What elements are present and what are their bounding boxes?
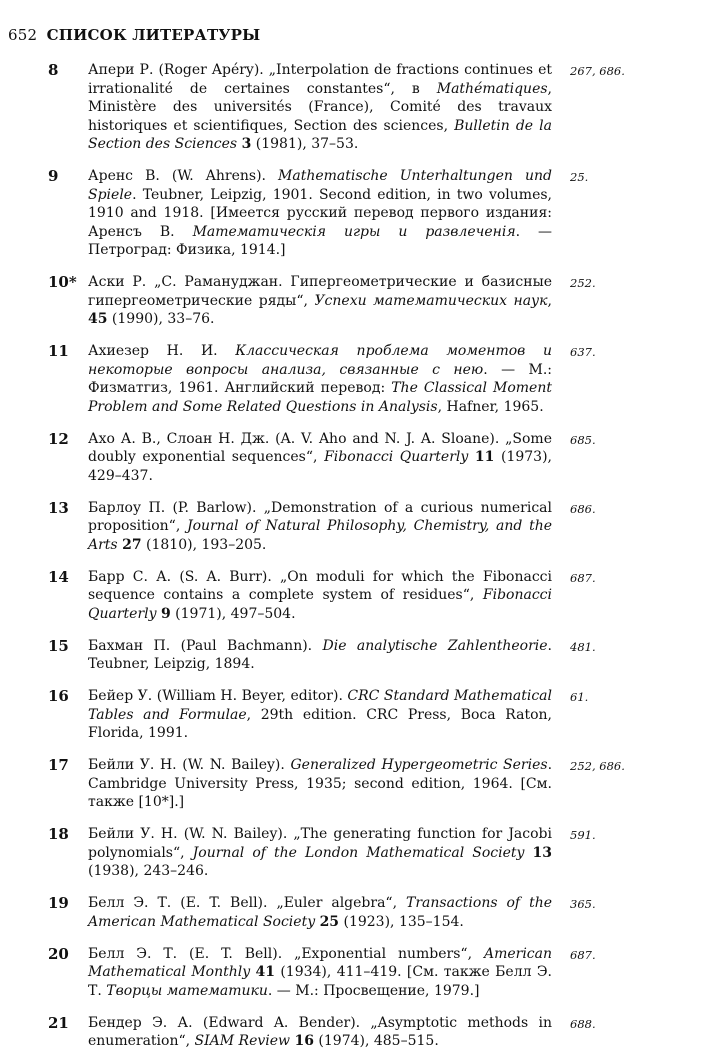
italic-segment: Успехи математических наук bbox=[314, 292, 548, 309]
bold-segment: 3 bbox=[241, 136, 252, 152]
bibliography-entry bbox=[48, 1014, 640, 1051]
entry-text bbox=[88, 61, 552, 154]
entry-number: 18 bbox=[48, 825, 69, 843]
text-segment: . Cambridge University Press, 1935; second edition, 1964. [См. также [10*].] bbox=[88, 757, 553, 810]
bibliography-entry bbox=[48, 430, 640, 486]
text-segment: Бейли У. Н. (W. N. Bailey). bbox=[88, 757, 291, 773]
bibliography-entry bbox=[48, 637, 640, 674]
entry-number: 9 bbox=[48, 167, 59, 185]
text-segment: (1971), 497–504. bbox=[170, 605, 296, 622]
text-segment: Аренс В. (W. Ahrens). bbox=[88, 168, 279, 184]
text-segment: Барлоу П. (P. Barlow). „Demonstration of a curious numerical proposition“, bbox=[88, 499, 552, 534]
text-segment: (1810), 193–205. bbox=[141, 536, 267, 553]
text-segment: Бахман П. (Paul Bachmann). bbox=[88, 637, 323, 654]
entry-number: 14 bbox=[48, 567, 69, 586]
entry-number: 16 bbox=[48, 687, 69, 705]
entry-page-refs: 25. bbox=[570, 170, 589, 184]
bold-segment: 16 bbox=[294, 1033, 314, 1049]
bibliography-entry bbox=[48, 687, 640, 743]
bibliography-entry bbox=[48, 499, 640, 555]
text-segment: . Teubner, Leipzig, 1901. Second edition, in two volumes, 1910 and 1918. [Имеется русский перевод первого издания: Аренсъ В. bbox=[88, 186, 552, 240]
entry-number: 17 bbox=[48, 756, 69, 774]
bibliography-entry bbox=[48, 568, 640, 624]
bold-segment: 13 bbox=[532, 844, 553, 861]
text-segment: Бейер У. (William H. Beyer, editor). bbox=[88, 688, 348, 704]
text-segment: . — М.: Просвещение, 1979.] bbox=[267, 982, 480, 999]
entry-number: 19 bbox=[48, 894, 69, 912]
text-segment: Белл Э. Т. (E. T. Bell). „Exponential numbers“, bbox=[88, 945, 484, 962]
bibliography-list bbox=[48, 61, 640, 1064]
text-segment: . — Петроград: Физика, 1914.] bbox=[88, 223, 552, 258]
entry-page-refs: 686. bbox=[570, 501, 596, 516]
entry-page-refs: 688. bbox=[570, 1016, 596, 1031]
entry-text bbox=[88, 637, 552, 674]
text-segment: Белл Э. Т. (E. T. Bell). „Euler algebra“, bbox=[88, 895, 407, 911]
entry-page-refs: 591. bbox=[570, 828, 596, 842]
entry-page-refs: 481. bbox=[570, 639, 596, 654]
page-header bbox=[8, 26, 260, 44]
text-segment: Бендер Э. А. (Edward A. Bender). „Asymptotic methods in enumeration“, bbox=[88, 1014, 552, 1049]
entry-text bbox=[88, 687, 552, 743]
entry-number: 8 bbox=[48, 61, 59, 79]
text-segment: Аски Р. „С. Рамануджан. Гипергеометрические и базисные гипергеометрические ряды“, bbox=[88, 274, 552, 309]
entry-text bbox=[88, 945, 552, 1001]
text-segment: , Ministère des universités (France), Comité des travaux historiques et scientifiques, Section des sciences, bbox=[88, 80, 552, 134]
text-segment: . — М.: Физматгиз, 1961. Английский перевод: bbox=[88, 361, 552, 396]
italic-segment: Die analytische Zahlentheorie bbox=[322, 637, 548, 654]
bold-segment: 27 bbox=[122, 536, 142, 553]
text-segment: (1934), 411–419. [См. также Белл Э. Т. bbox=[88, 964, 553, 999]
entry-text bbox=[88, 499, 552, 555]
entry-text bbox=[88, 825, 552, 881]
entry-text bbox=[88, 894, 552, 931]
entry-text bbox=[88, 167, 552, 260]
bold-segment: 11 bbox=[474, 449, 495, 465]
entry-page-refs: 365. bbox=[570, 897, 596, 911]
entry-number: 20 bbox=[48, 944, 69, 963]
text-segment: (1973), 429–437. bbox=[88, 449, 552, 484]
entry-text bbox=[88, 756, 552, 812]
entry-number: 10* bbox=[48, 273, 77, 291]
entry-page-refs: 252. bbox=[570, 276, 596, 290]
entry-page-refs: 61. bbox=[570, 690, 589, 704]
italic-segment: Математическія игры и развлеченія bbox=[192, 223, 516, 240]
entry-text bbox=[88, 430, 552, 486]
text-segment: Бейли У. Н. (W. N. Bailey). „The generating function for Jacobi polynomials“, bbox=[88, 826, 552, 861]
text-segment: Ахо А. В., Слоан Н. Дж. (A. V. Aho and N. J. A. Sloane). „Some doubly exponential sequences“, bbox=[88, 430, 552, 465]
italic-segment: Mathematische Unterhaltungen und Spiele bbox=[88, 168, 552, 203]
italic-segment: Bulletin de la Section des Sciences bbox=[88, 117, 552, 152]
bibliography-entry bbox=[48, 167, 640, 260]
italic-segment: American Mathematical Monthly bbox=[88, 945, 552, 980]
bibliography-entry bbox=[48, 61, 640, 154]
text-segment: Ахиезер Н. И. bbox=[88, 343, 236, 359]
entry-page-refs: 687. bbox=[570, 570, 596, 585]
italic-segment: The Classical Moment Problem and Some Related Questions in Analysis bbox=[88, 380, 552, 415]
bibliography-entry bbox=[48, 825, 640, 881]
entry-page-refs: 685. bbox=[570, 432, 596, 447]
bold-segment: 25 bbox=[319, 913, 340, 930]
italic-segment: Generalized Hypergeometric Series bbox=[290, 757, 548, 773]
text-segment: Барр С. А. (S. A. Burr). „On moduli for which the Fibonacci sequence contains a complete system of residues“, bbox=[88, 568, 552, 603]
italic-segment: Transactions of the American Mathematical Society bbox=[88, 895, 552, 930]
italic-segment: Творцы математики bbox=[106, 982, 268, 999]
bibliography-entry bbox=[48, 945, 640, 1001]
text-segment bbox=[468, 449, 475, 465]
page-title: СПИСОК ЛИТЕРАТУРЫ bbox=[46, 26, 261, 44]
entry-number: 11 bbox=[48, 342, 69, 360]
text-segment bbox=[524, 845, 532, 861]
text-segment: (1974), 485–515. bbox=[313, 1033, 439, 1049]
bold-segment: 9 bbox=[160, 605, 171, 622]
text-segment: Апери Р. (Roger Apéry). „Interpolation de fractions continues et irrationalité de certaines constantes“, в bbox=[88, 62, 552, 97]
bold-segment: 45 bbox=[88, 311, 108, 327]
entry-number: 21 bbox=[48, 1013, 69, 1032]
entry-page-refs: 252, 686. bbox=[570, 759, 625, 773]
text-segment: , Hafner, 1965. bbox=[437, 398, 544, 415]
text-segment: . Teubner, Leipzig, 1894. bbox=[88, 637, 552, 672]
italic-segment: Fibonacci Quarterly bbox=[324, 449, 469, 465]
italic-segment: Mathématiques bbox=[436, 80, 548, 97]
entry-page-refs: 267, 686. bbox=[570, 64, 625, 78]
text-segment: (1938), 243–246. bbox=[88, 863, 209, 879]
entry-text bbox=[88, 1014, 552, 1051]
italic-segment: Fibonacci Quarterly bbox=[88, 587, 552, 622]
italic-segment: Journal of the London Mathematical Society bbox=[192, 844, 525, 861]
entry-number: 12 bbox=[48, 429, 69, 448]
italic-segment: Классическая проблема моментов и некоторые вопросы анализа, связанные с нею bbox=[88, 343, 552, 378]
text-segment: (1990), 33–76. bbox=[107, 311, 215, 327]
entry-text bbox=[88, 273, 552, 329]
entry-page-refs: 637. bbox=[570, 345, 596, 359]
entry-number: 15 bbox=[48, 636, 69, 655]
entry-text bbox=[88, 568, 552, 624]
page-number: 652 bbox=[8, 26, 38, 44]
text-segment: (1981), 37–53. bbox=[251, 136, 359, 152]
bibliography-entry bbox=[48, 756, 640, 812]
text-segment: , 29th edition. CRC Press, Boca Raton, Florida, 1991. bbox=[88, 706, 553, 741]
italic-segment: Journal of Natural Philosophy, Chemistry, and the Arts bbox=[88, 518, 552, 553]
italic-segment: CRC Standard Mathematical Tables and Formulae bbox=[88, 688, 552, 723]
text-segment: (1923), 135–154. bbox=[339, 913, 464, 930]
bold-segment: 41 bbox=[255, 964, 275, 980]
entry-page-refs: 687. bbox=[570, 947, 596, 962]
bibliography-entry bbox=[48, 342, 640, 416]
bibliography-entry bbox=[48, 273, 640, 329]
entry-text bbox=[88, 342, 552, 416]
bibliography-entry bbox=[48, 894, 640, 931]
italic-segment: SIAM Review bbox=[194, 1033, 291, 1049]
entry-number: 13 bbox=[48, 498, 69, 517]
text-segment: , bbox=[547, 292, 552, 309]
